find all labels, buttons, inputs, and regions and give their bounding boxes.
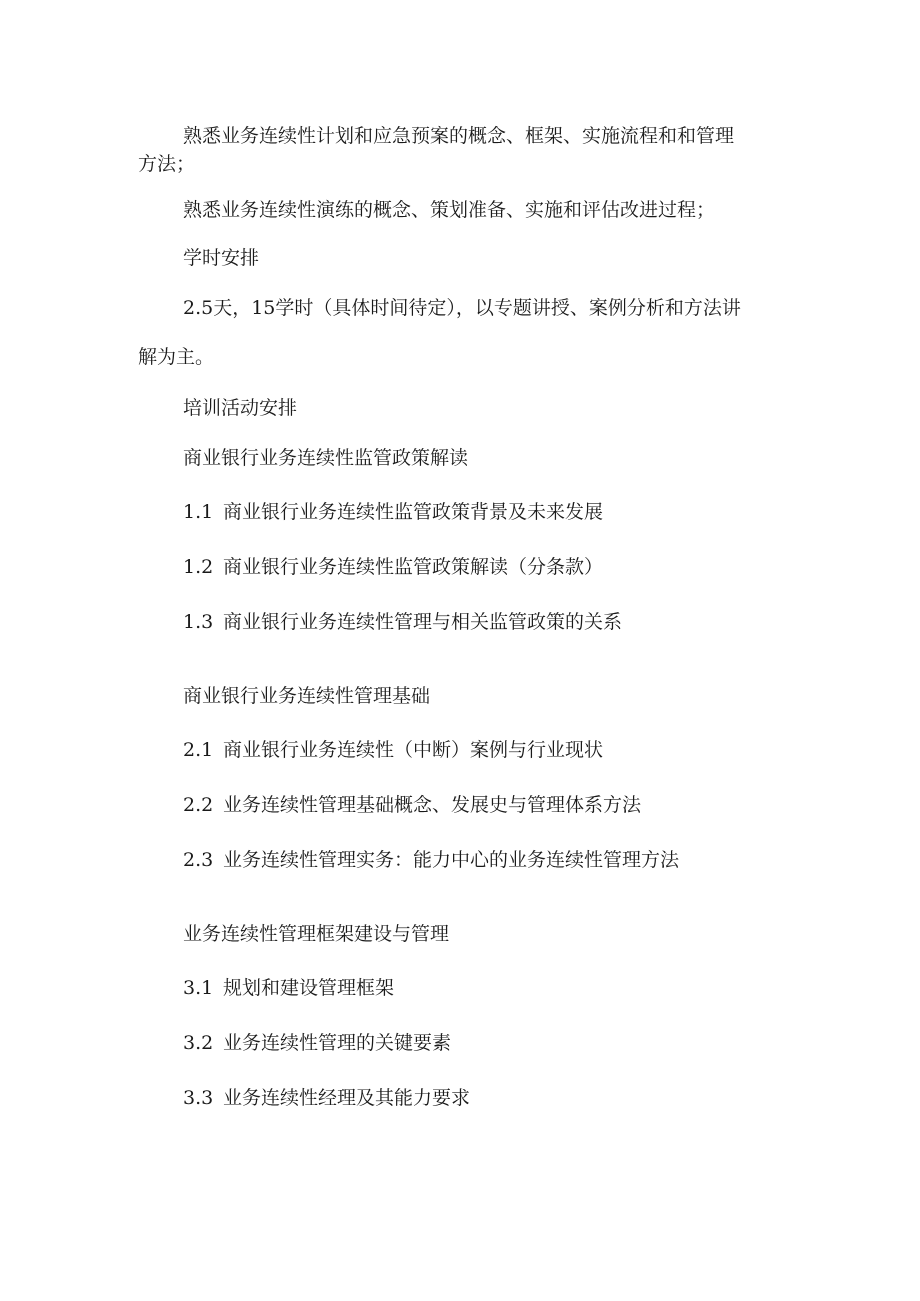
section-item <box>183 738 603 762</box>
item-text: 商业银行业务连续性管理与相关监管政策的关系 <box>223 611 623 633</box>
item-number: 1.2 <box>183 556 214 578</box>
intro-paragraph-1: 熟悉业务连续性计划和应急预案的概念、框架、实施流程和和管理 <box>183 125 735 147</box>
section-item <box>183 848 679 872</box>
hours-heading: 学时安排 <box>183 247 260 269</box>
section-item <box>183 1031 451 1055</box>
item-text: 业务连续性管理实务：能力中心的业务连续性管理方法 <box>223 849 680 871</box>
section-item <box>183 555 603 579</box>
section-item <box>183 1086 470 1110</box>
item-number: 3.1 <box>183 977 214 999</box>
item-text: 商业银行业务连续性（中断）案例与行业现状 <box>223 739 604 761</box>
section-1-title: 商业银行业务连续性监管政策解读 <box>183 447 469 469</box>
hours-paragraph: 2.5天，15学时（具体时间待定），以专题讲授、案例分析和方法讲 <box>183 297 741 319</box>
hours-paragraph-continuation: 解为主。 <box>138 346 215 368</box>
item-text: 商业银行业务连续性监管政策解读（分条款） <box>223 556 604 578</box>
item-number: 2.3 <box>183 849 214 871</box>
section-2-title: 商业银行业务连续性管理基础 <box>183 685 431 707</box>
item-number: 3.2 <box>183 1032 214 1054</box>
section-item <box>183 793 641 817</box>
item-text: 规划和建设管理框架 <box>223 977 395 999</box>
section-item <box>183 976 394 1000</box>
item-number: 2.1 <box>183 739 214 761</box>
item-number: 3.3 <box>183 1087 214 1109</box>
intro-paragraph-2: 熟悉业务连续性演练的概念、策划准备、实施和评估改进过程； <box>183 199 716 221</box>
intro-paragraph-1-continuation: 方法； <box>138 153 196 175</box>
section-item <box>183 610 622 634</box>
item-number: 1.1 <box>183 501 214 523</box>
item-text: 业务连续性经理及其能力要求 <box>223 1087 471 1109</box>
section-3-title: 业务连续性管理框架建设与管理 <box>183 923 450 945</box>
item-text: 业务连续性管理的关键要素 <box>223 1032 452 1054</box>
item-number: 2.2 <box>183 794 214 816</box>
item-text: 业务连续性管理基础概念、发展史与管理体系方法 <box>223 794 642 816</box>
item-number: 1.3 <box>183 611 214 633</box>
activities-heading: 培训活动安排 <box>183 397 298 419</box>
section-item <box>183 500 603 524</box>
item-text: 商业银行业务连续性监管政策背景及未来发展 <box>223 501 604 523</box>
